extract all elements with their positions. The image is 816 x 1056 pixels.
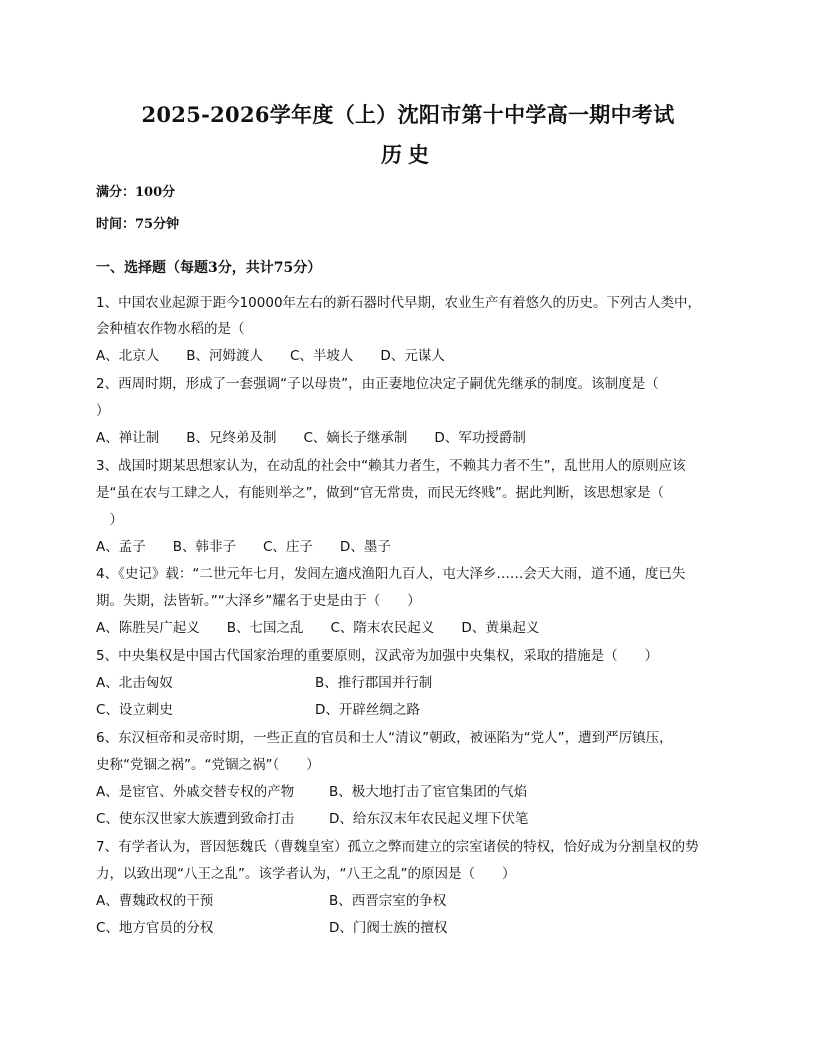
q5-stem-line1: 5、中央集权是中国古代国家治理的重要原则，汉武帝为加强中央集权，采取的措施是（ ）	[96, 648, 659, 664]
q2-stem-line1: 2、西周时期，形成了一套强调“子以母贵”，由正妻地位决定子嗣优先继承的制度。该制度是（	[96, 376, 659, 392]
q1-stem-line2: 会种植农作物水稻的是（	[96, 321, 245, 337]
q2-options: A、禅让制 B、兄终弟及制 C、嫡长子继承制 D、军功授爵制	[96, 430, 526, 446]
q1-options: A、北京人 B、河姆渡人 C、半坡人 D、元谋人	[96, 348, 445, 364]
q2-stem-line2: ）	[96, 403, 110, 419]
q4-options: A、陈胜吴广起义 B、七国之乱 C、隋末农民起义 D、黄巢起义	[96, 620, 540, 636]
q5-option-a: A、北击匈奴	[96, 675, 173, 691]
q6-option-a: A、是宦官、外戚交替专权的产物	[96, 784, 295, 800]
q6-option-c: C、使东汉世家大族遭到致命打击	[96, 811, 295, 827]
q4-stem-line2: 期。失期，法皆斩。”“大泽乡”耀名于史是由于（ ）	[96, 593, 421, 609]
q5-option-c: C、设立刺史	[96, 702, 173, 718]
q6-stem-line1: 6、东汉桓帝和灵帝时期，一些正直的官员和士人“清议”朝政，被诬陷为“党人”，遭到严厉镇压，	[96, 730, 673, 746]
q7-option-b: B、西晋宗室的争权	[329, 893, 447, 909]
time-limit: 时间：75分钟	[96, 217, 180, 232]
q6-option-b: B、极大地打击了宦官集团的气焰	[329, 784, 528, 800]
q5-option-b: B、推行郡国并行制	[315, 675, 433, 691]
q5-option-d: D、开辟丝绸之路	[315, 702, 420, 718]
q7-stem-line1: 7、有学者认为，晋因惩魏氏（曹魏皇室）孤立之弊而建立的宗室诸侯的特权，恰好成为分割皇权的势	[96, 839, 699, 855]
q7-option-d: D、门阀士族的擅权	[329, 920, 448, 936]
q3-stem-line3: ）	[96, 512, 123, 528]
exam-subject: 历史	[381, 142, 435, 167]
q7-stem-line2: 力，以致出现“八王之乱”。该学者认为，“八王之乱”的原因是（ ）	[96, 866, 516, 882]
q6-option-d: D、给东汉末年农民起义埋下伏笔	[329, 811, 529, 827]
q4-stem-line1: 4、《史记》载：“二世元年七月，发闾左適戍渔阳九百人，屯大泽乡……会天大雨，道不通，度已失	[96, 566, 686, 582]
full-score: 满分：100分	[96, 185, 176, 200]
q7-option-c: C、地方官员的分权	[96, 920, 214, 936]
q3-options: A、孟子 B、韩非子 C、庄子 D、墨子	[96, 539, 391, 555]
section-heading: 一、选择题（每题3分，共计75分）	[96, 260, 322, 276]
q3-stem-line2: 是“虽在农与工肆之人，有能则举之”，做到“官无常贵，而民无终贱”。据此判断，该思想家是（	[96, 485, 664, 501]
q7-option-a: A、曹魏政权的干预	[96, 893, 214, 909]
q1-stem-line1: 1、中国农业起源于距今10000年左右的新石器时代早期，农业生产有着悠久的历史。下列古人类中，	[96, 295, 702, 311]
exam-title: 2025-2026学年度（上）沈阳市第十中学高一期中考试	[141, 102, 675, 127]
q6-stem-line2: 史称“党锢之祸”。“党锢之祸”（ ）	[96, 757, 320, 773]
q3-stem-line1: 3、战国时期某思想家认为，在动乱的社会中“赖其力者生，不赖其力者不生”，乱世用人的原则应该	[96, 458, 686, 474]
